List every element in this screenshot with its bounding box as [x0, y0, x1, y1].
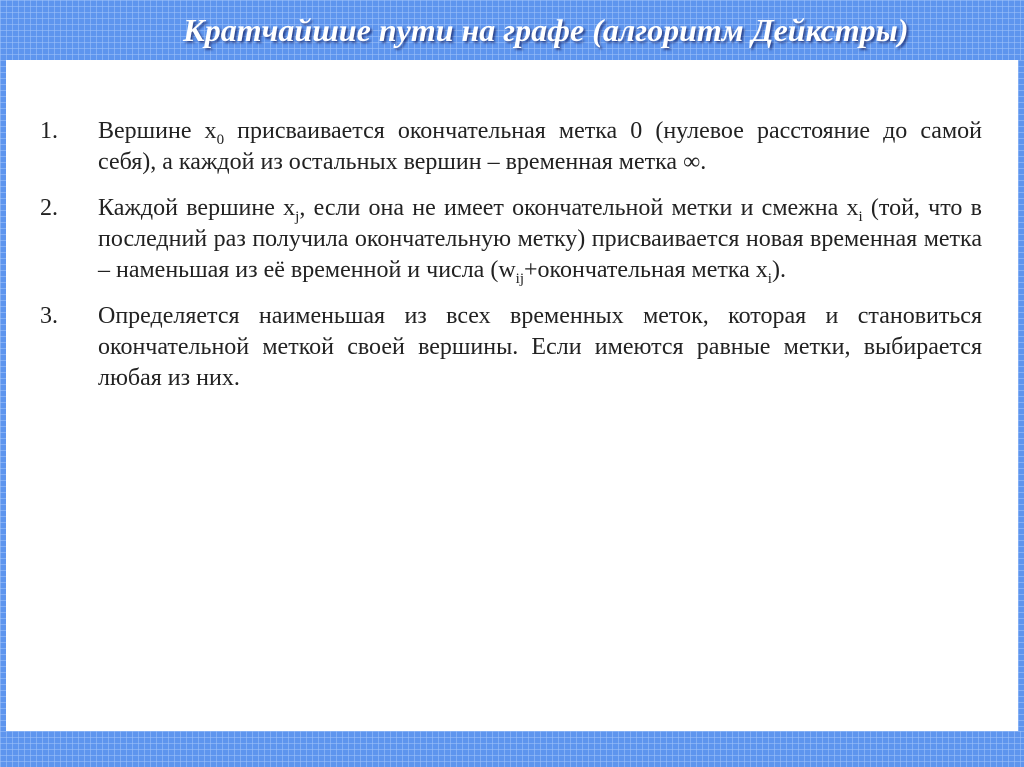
step-text-part: Вершине x — [98, 118, 217, 144]
subscript: i — [858, 208, 863, 225]
step-text — [98, 116, 982, 178]
step-text-part: Определяется наименьшая из всех временных меток, которая и становиться окончательной меткой своей вершины. Если имеются равные метки, выбирается любая из них. — [98, 303, 982, 391]
subscript: i — [767, 270, 772, 287]
step-text-part: (той, что в последний раз получила окончательную метку) присваивается новая временная метка – наменьшая из её временной и числа (w — [98, 195, 983, 283]
header-band — [0, 0, 1024, 60]
algorithm-steps — [40, 116, 982, 409]
slide-content — [6, 60, 1018, 731]
subscript: j — [295, 208, 300, 225]
step-text — [98, 193, 982, 286]
subscript: ij — [515, 270, 524, 287]
subscript: 0 — [216, 131, 225, 148]
step-3 — [40, 301, 982, 394]
right-border-strip — [1018, 60, 1024, 731]
step-text-part: Каждой вершине x — [98, 195, 296, 221]
step-text-part: +окончательная метка x — [524, 257, 768, 283]
step-text-part: , если она не имеет окончательной метки и смежна x — [299, 195, 859, 221]
slide-title: Кратчайшие пути на графе (алгоритм Дейкстры) — [183, 12, 909, 48]
step-text-part: присваивается окончательная метка 0 (нулевое расстояние до самой себя), а каждой из остальных вершин – временная метка ∞. — [98, 118, 982, 175]
step-2 — [40, 193, 982, 286]
step-number: 3. — [40, 303, 58, 329]
step-text — [98, 301, 982, 394]
step-text-part: ). — [771, 257, 786, 283]
step-1 — [40, 116, 982, 178]
footer-band — [0, 731, 1024, 767]
step-number: 2. — [40, 195, 58, 221]
step-number: 1. — [40, 118, 58, 144]
